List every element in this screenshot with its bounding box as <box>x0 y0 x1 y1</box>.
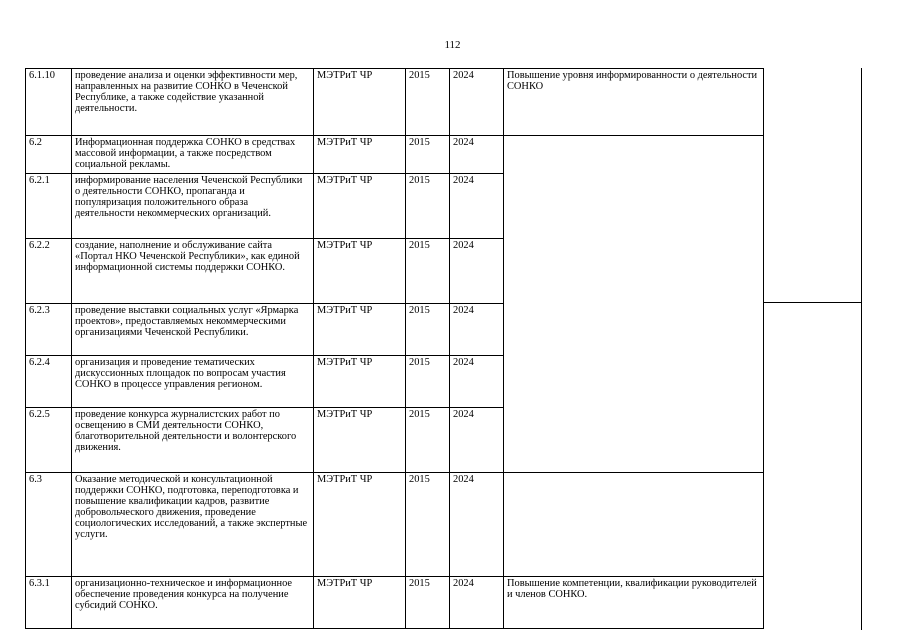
end-year: 2024 <box>450 408 504 473</box>
expected-result <box>504 136 764 473</box>
expected-result <box>504 473 764 577</box>
activity-text: Оказание методической и консультационной поддержки СОНКО, подготовка, переподготовка и повышение квалификации кадров, развитие добровольческого движения, проведение социологических исследований, а также экспертные услуги. <box>72 473 314 577</box>
row-number: 6.3.1 <box>26 577 72 629</box>
start-year: 2015 <box>406 239 450 304</box>
activity-text: организационно-техническое и информационное обеспечение проведения конкурса на получение субсидий СОНКО. <box>72 577 314 629</box>
row-number: 6.2.3 <box>26 304 72 356</box>
end-year: 2024 <box>450 473 504 577</box>
start-year: 2015 <box>406 577 450 629</box>
row-number: 6.2.5 <box>26 408 72 473</box>
end-year: 2024 <box>450 136 504 174</box>
start-year: 2015 <box>406 174 450 239</box>
table-row <box>26 577 764 629</box>
executor: МЭТРиТ ЧР <box>314 356 406 408</box>
activity-text: информирование населения Чеченской Республики о деятельности СОНКО, пропаганда и популяризация положительного образа деятельности некоммерческих организаций. <box>72 174 314 239</box>
activity-text: проведение анализа и оценки эффективности мер, направленных на развитие СОНКО в Чеченской Республике, а также содействие указанной деятельности. <box>72 69 314 136</box>
activity-text: организация и проведение тематических дискуссионных площадок по вопросам участия СОНКО в процессе управления регионом. <box>72 356 314 408</box>
activity-text: Информационная поддержка СОНКО в средствах массовой информации, а также посредством социальной рекламы. <box>72 136 314 174</box>
end-year: 2024 <box>450 577 504 629</box>
end-year: 2024 <box>450 304 504 356</box>
row-number: 6.3 <box>26 473 72 577</box>
expected-result: Повышение компетенции, квалификации руководителей и членов СОНКО. <box>504 577 764 629</box>
row-number: 6.2.2 <box>26 239 72 304</box>
measures-table <box>25 68 764 629</box>
start-year: 2015 <box>406 69 450 136</box>
executor: МЭТРиТ ЧР <box>314 69 406 136</box>
row-number: 6.2.1 <box>26 174 72 239</box>
row-number: 6.2.4 <box>26 356 72 408</box>
extra-column-divider <box>763 302 862 303</box>
executor: МЭТРиТ ЧР <box>314 473 406 577</box>
table-row <box>26 69 764 136</box>
executor: МЭТРиТ ЧР <box>314 304 406 356</box>
table-row <box>26 136 764 174</box>
activity-text: проведение конкурса журналистских работ по освещению в СМИ деятельности СОНКО, благотворительной деятельности и волонтерского движения. <box>72 408 314 473</box>
page-number: 112 <box>444 39 461 51</box>
row-number: 6.2 <box>26 136 72 174</box>
executor: МЭТРиТ ЧР <box>314 136 406 174</box>
activity-text: проведение выставки социальных услуг «Ярмарка проектов», предоставляемых некоммерческими организациями Чеченской Республики. <box>72 304 314 356</box>
expected-result: Повышение уровня информированности о деятельности СОНКО <box>504 69 764 136</box>
executor: МЭТРиТ ЧР <box>314 408 406 473</box>
end-year: 2024 <box>450 239 504 304</box>
start-year: 2015 <box>406 136 450 174</box>
end-year: 2024 <box>450 69 504 136</box>
activity-text: создание, наполнение и обслуживание сайта «Портал НКО Чеченской Республики», как единой информационной системы поддержки СОНКО. <box>72 239 314 304</box>
executor: МЭТРиТ ЧР <box>314 239 406 304</box>
start-year: 2015 <box>406 356 450 408</box>
executor: МЭТРиТ ЧР <box>314 577 406 629</box>
row-number: 6.1.10 <box>26 69 72 136</box>
extra-column <box>763 68 862 630</box>
start-year: 2015 <box>406 304 450 356</box>
table-row <box>26 473 764 577</box>
end-year: 2024 <box>450 174 504 239</box>
executor: МЭТРиТ ЧР <box>314 174 406 239</box>
start-year: 2015 <box>406 408 450 473</box>
start-year: 2015 <box>406 473 450 577</box>
end-year: 2024 <box>450 356 504 408</box>
